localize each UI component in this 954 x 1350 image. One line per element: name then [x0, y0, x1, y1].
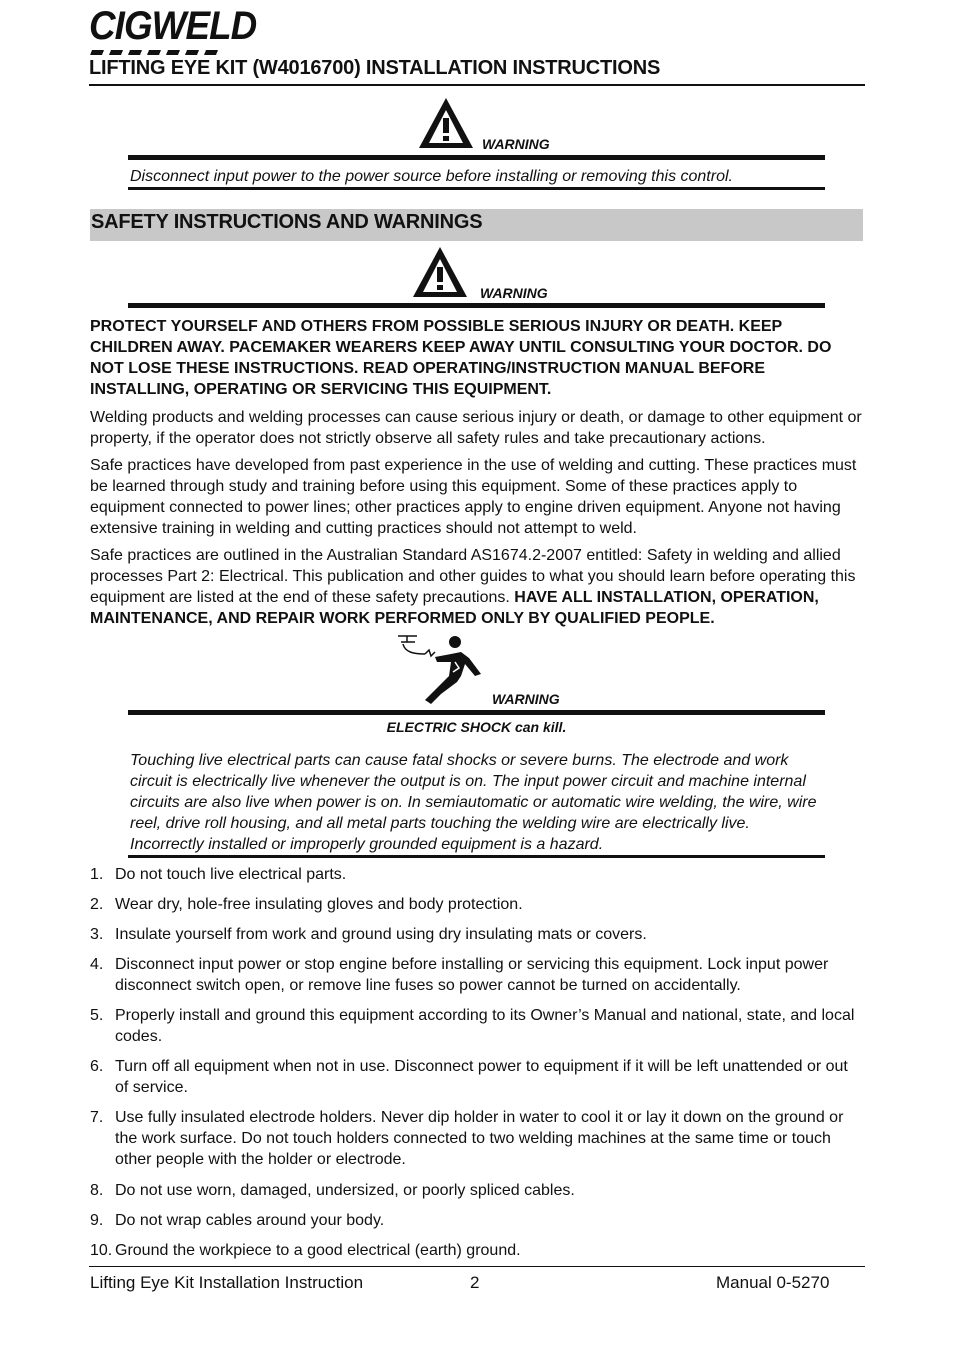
footer-manual-number: Manual 0-5270	[716, 1273, 830, 1292]
list-number: 4.	[90, 956, 104, 973]
warning-text: Touching live electrical parts can cause fatal shocks or severe burns. The electrode and work circuit is electrically live whenever the output is on. The input power circuit and machine internal circuits are also live when power is on. In semiautomatic or automatic wire welding, the wire, wire reel, drive roll housing, and all metal parts touching the welding wire are electrically live. Incorrectly installed or improperly grounded equipment is a hazard.	[130, 752, 817, 853]
footer-page-number: 2	[470, 1273, 480, 1292]
warning-label: WARNING	[480, 285, 548, 301]
list-number: 3.	[90, 926, 104, 943]
list-text: Ground the workpiece to a good electrical (earth) ground.	[115, 1242, 521, 1259]
brand-name: CIGWELD	[89, 4, 257, 48]
footer-rule	[89, 1266, 865, 1267]
section-title: SAFETY INSTRUCTIONS AND WARNINGS	[91, 211, 483, 233]
list-number: 8.	[90, 1182, 104, 1199]
list-text: Use fully insulated electrode holders. Never dip holder in water to cool it or lay it down on the ground or the work surface. Do not touch holders connected to two welding machines at the same time or touch other people with the holder or electrode.	[115, 1109, 844, 1168]
warning-triangle-icon	[411, 245, 469, 299]
list-text: Do not use worn, damaged, undersized, or poorly spliced cables.	[115, 1182, 575, 1199]
list-text: Insulate yourself from work and ground using dry insulating mats or covers.	[115, 926, 647, 943]
list-text: Disconnect input power or stop engine before installing or servicing this equipment. Lock input power disconnect switch open, or remove line fuses so power cannot be turned on accidentally.	[115, 956, 829, 994]
logo-dashes	[90, 50, 222, 55]
list-number: 6.	[90, 1058, 104, 1075]
warning-rule-top	[128, 155, 825, 160]
list-number: 1.	[90, 866, 104, 883]
warning-text: Disconnect input power to the power source before installing or removing this control.	[130, 168, 733, 185]
list-number: 5.	[90, 1007, 104, 1024]
footer-doc-name: Lifting Eye Kit Installation Instruction	[90, 1273, 364, 1292]
cigweld-logo	[89, 4, 257, 54]
warning-rule-top	[128, 710, 825, 715]
list-number: 10.	[90, 1242, 113, 1259]
list-number: 7.	[90, 1109, 104, 1126]
document-title: LIFTING EYE KIT (W4016700) INSTALLATION INSTRUCTIONS	[89, 57, 661, 79]
list-text: Do not touch live electrical parts.	[115, 866, 347, 883]
electric-shock-icon	[395, 632, 487, 706]
warning-label: WARNING	[492, 691, 560, 707]
warning-triangle-icon	[417, 96, 475, 150]
paragraph: Safe practices have developed from past experience in the use of welding and cutting. These practices must be learned through study and training before using this equipment. Some of these practices apply to equipment connected to power lines; other practices apply to engine driven equipment. Anyone not having extensive training in welding and cutting practices should not attempt to weld.	[90, 457, 857, 537]
warning-label: WARNING	[482, 136, 550, 152]
safety-intro-bold: PROTECT YOURSELF AND OTHERS FROM POSSIBLE SERIOUS INJURY OR DEATH. KEEP CHILDREN AWAY. PACEMAKER WEARERS KEEP AWAY UNTIL CONSULTING YOUR DOCTOR. DO NOT LOSE THESE INSTRUCTIONS. READ OPERATING/INSTRUCTION MANUAL BEFORE INSTALLING, OPERATING OR SERVICING THIS EQUIPMENT.	[90, 318, 832, 398]
list-number: 2.	[90, 896, 104, 913]
warning-rule-bottom	[128, 855, 825, 858]
warning-subtitle: ELECTRIC SHOCK can kill.	[386, 719, 567, 735]
section-header	[90, 209, 863, 241]
paragraph: Welding products and welding processes can cause serious injury or death, or damage to other equipment or property, if the operator does not strictly observe all safety rules and take precautionary actions.	[90, 409, 862, 447]
warning-rule	[128, 303, 825, 308]
warning-rule-bottom	[128, 187, 825, 190]
list-text: Wear dry, hole-free insulating gloves and body protection.	[115, 896, 523, 913]
list-text: Properly install and ground this equipment according to its Owner’s Manual and national, state, and local codes.	[115, 1007, 855, 1045]
list-text: Turn off all equipment when not in use. Disconnect power to equipment if it will be left unattended or out of service.	[115, 1058, 848, 1096]
paragraph-bold-text: HAVE ALL INSTALLATION, OPERATION, MAINTENANCE, AND REPAIR WORK PERFORMED ONLY BY QUALIFIED PEOPLE.	[90, 589, 819, 627]
list-text: Do not wrap cables around your body.	[115, 1212, 385, 1229]
paragraph	[90, 545, 865, 629]
paragraph-text: Safe practices are outlined in the Australian Standard AS1674.2-2007 entitled: Safety in welding and allied processes Part 2: Electrical. This publication and other guides to what you should learn before operating this equipment are listed at the end of these safety precautions.	[90, 547, 856, 606]
title-rule	[89, 84, 865, 86]
list-number: 9.	[90, 1212, 104, 1229]
